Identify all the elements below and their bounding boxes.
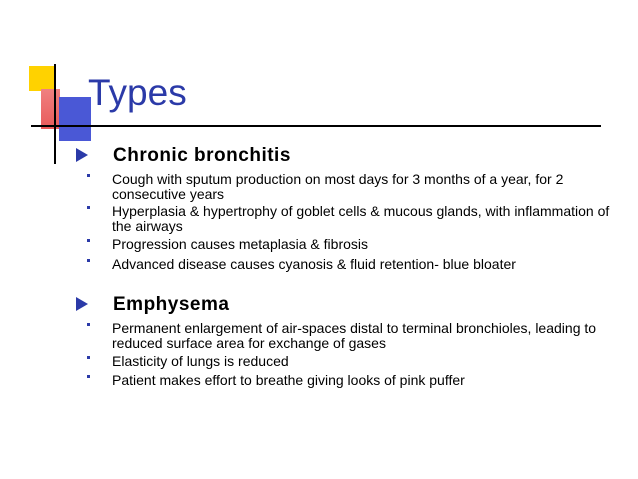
decorative-yellow-square: [29, 66, 54, 91]
square-bullet-icon: [87, 375, 90, 378]
section-heading-text: Chronic bronchitis: [113, 145, 291, 166]
bullet-text: Advanced disease causes cyanosis & fluid retention- blue bloater: [112, 256, 516, 272]
bullet-text: Permanent enlargement of air-spaces distal to terminal bronchioles, leading to reduced surface area for exchange of gases: [112, 320, 597, 351]
bullet-text: Patient makes effort to breathe giving looks of pink puffer: [112, 372, 465, 388]
arrow-right-icon: [76, 148, 88, 162]
decorative-red-square: [41, 89, 60, 129]
section-heading-text: Emphysema: [113, 294, 230, 315]
bullet-text: Progression causes metaplasia & fibrosis: [112, 236, 369, 252]
decorative-blue-square: [59, 97, 91, 141]
square-bullet-icon: [87, 206, 90, 209]
title-underline: [31, 125, 601, 127]
square-bullet-icon: [87, 323, 90, 326]
bullet-text: Cough with sputum production on most days for 3 months of a year, for 2 consecutive years: [112, 171, 564, 202]
arrow-right-icon: [76, 297, 88, 311]
square-bullet-icon: [87, 259, 90, 262]
decorative-vertical-line: [54, 64, 56, 164]
slide-title: Types: [88, 72, 187, 113]
bullet-text: Elasticity of lungs is reduced: [112, 353, 289, 369]
square-bullet-icon: [87, 356, 90, 359]
bullet-text: Hyperplasia & hypertrophy of goblet cells & mucous glands, with inflammation of the airways: [112, 203, 610, 234]
square-bullet-icon: [87, 174, 90, 177]
square-bullet-icon: [87, 239, 90, 242]
